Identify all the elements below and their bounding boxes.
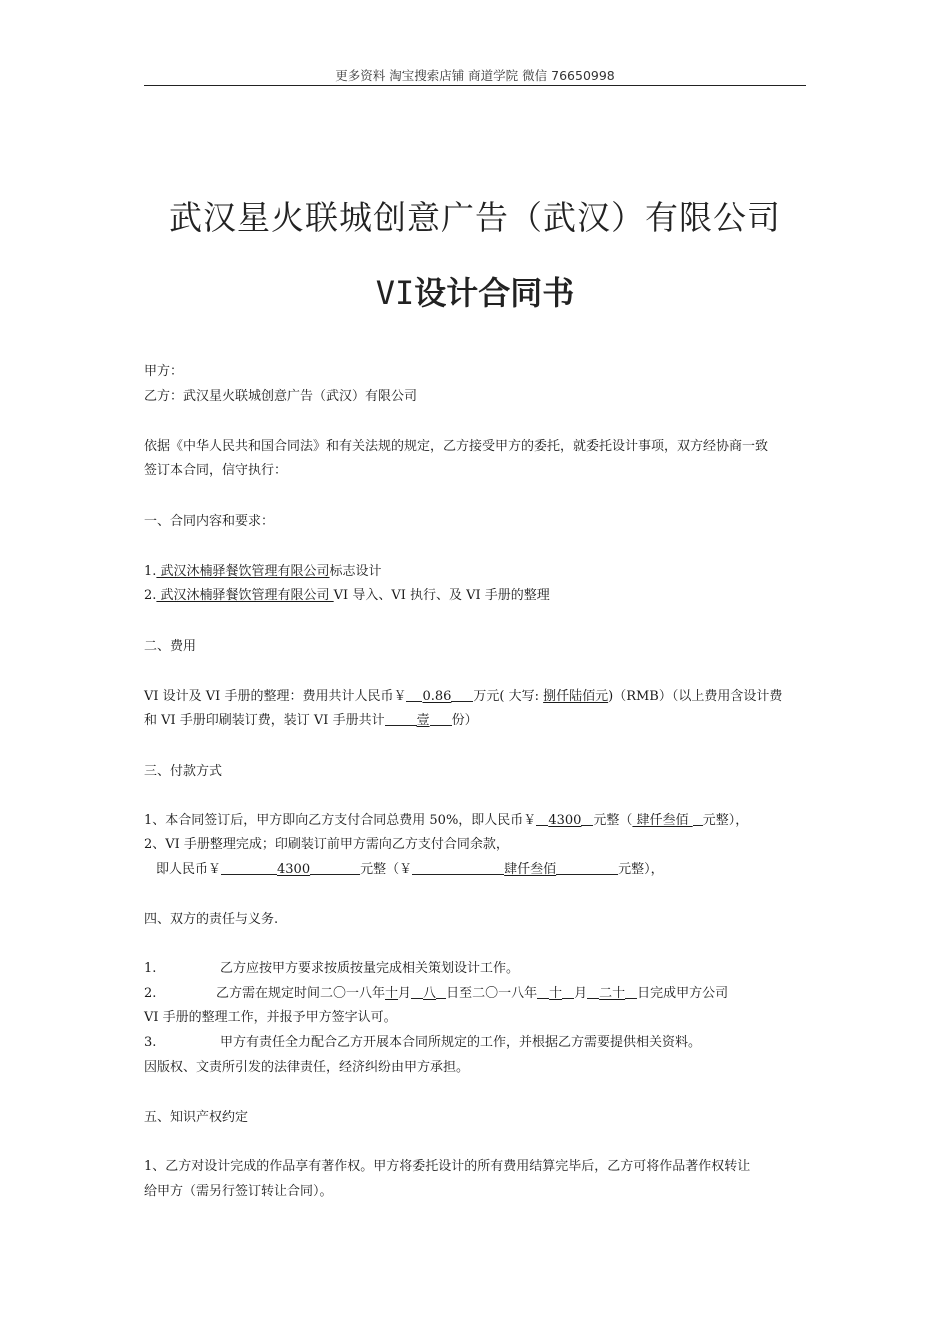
fee-line-2 (144, 709, 808, 733)
start-month: 十 (385, 986, 399, 1001)
blank-line (310, 860, 360, 875)
payment-text: 1、本合同签订后，甲方即向乙方支付合同总费用 50%，即人民币￥ (144, 813, 537, 828)
item-number: 3. (144, 1035, 157, 1050)
start-day: 八 (423, 986, 437, 1001)
client-company: 武汉沐楠驿餐饮管理有限公司 (156, 588, 334, 603)
section1-heading: 一、合同内容和要求： (144, 514, 275, 529)
company-title: 武汉星火联城创意广告（武汉）有限公司 (169, 198, 781, 237)
fee-line-1 (144, 685, 808, 709)
item-number: 1. (144, 564, 157, 579)
fee-text: 份） (451, 713, 478, 728)
liability-note: 因版权、文责所引发的法律责任，经济纠纷由甲方承担。 (144, 1060, 470, 1075)
duty-text: 乙方应按甲方要求按质按量完成相关策划设计工作。 (220, 961, 520, 976)
blank-line (385, 711, 417, 726)
end-month: 十 (549, 986, 563, 1001)
section1-item-1 (144, 560, 808, 584)
duty-item-2-cont: VI 手册的整理工作，并报予甲方签字认可。 (144, 1010, 397, 1025)
payment-text: 元整）， (702, 813, 749, 828)
payment-text: 元整（￥ (360, 862, 413, 877)
payment-text: 元整）， (618, 862, 664, 877)
client-company: 武汉沐楠驿餐饮管理有限公司 (156, 564, 330, 579)
item-number: 1. (144, 961, 157, 976)
item-text: VI 导入、VI 执行、及 VI 手册的整理 (333, 588, 550, 603)
payment-amount: 4300 (548, 813, 582, 828)
duty-text: 乙方需在规定时间二〇一八年 (216, 986, 386, 1001)
fee-text: 万元( 大写: (473, 689, 544, 704)
blank-line (587, 984, 599, 999)
blank-line (562, 984, 574, 999)
contract-title-name: 设计合同书 (414, 274, 575, 312)
duty-text: 月 (574, 986, 588, 1001)
blank-line (556, 860, 618, 875)
duty-item-3 (144, 1031, 808, 1055)
payment-upper-amount: 肆仟叁佰 (504, 862, 557, 877)
section2-heading: 二、费用 (144, 639, 197, 654)
duty-text: 日至二〇一八年 (446, 986, 538, 1001)
blank-line (693, 811, 703, 826)
fee-amount: 0.86 (422, 689, 452, 704)
ip-line-1: 1、乙方对设计完成的作品享有著作权。甲方将委托设计的所有费用结算完毕后，乙方可将作品著作权转让 (144, 1159, 751, 1174)
page-header: 更多资料 淘宝搜索店铺 商道学院 微信 76650998 (335, 68, 615, 83)
header-rule (144, 85, 806, 86)
item-number: 2. (144, 588, 157, 603)
section5-heading: 五、知识产权约定 (144, 1110, 249, 1125)
ip-line-2: 给甲方（需另行签订转让合同）。 (144, 1184, 333, 1199)
blank-line (411, 984, 423, 999)
fee-text: )（RMB）（以上费用含设计费 (608, 689, 783, 704)
party-a: 甲方： (144, 364, 184, 379)
fee-text: 和 VI 手册印刷装订费，装订 VI 手册共计 (144, 713, 385, 728)
blank-line (436, 984, 446, 999)
section3-heading: 三、付款方式 (144, 764, 223, 779)
blank-line (406, 687, 422, 702)
end-day: 二十 (599, 986, 626, 1001)
blank-line (581, 811, 593, 826)
payment-line-3 (156, 858, 820, 882)
payment-line-2: 2、VI 手册整理完成；印刷装订前甲方需向乙方支付合同余款， (144, 837, 509, 852)
blank-line (451, 687, 473, 702)
section1-item-2 (144, 584, 808, 608)
contract-title (0, 268, 950, 314)
duty-text: 甲方有责任全力配合乙方开展本合同所规定的工作，并根据乙方需要提供相关资料。 (220, 1035, 702, 1050)
item-text: 标志设计 (329, 564, 382, 579)
duty-text: 月 (398, 986, 412, 1001)
blank-line (412, 860, 504, 875)
blank-line (537, 984, 549, 999)
duty-text: 日完成甲方公司 (637, 986, 729, 1001)
item-number: 2. (144, 986, 157, 1001)
section4-heading: 四、双方的责任与义务. (144, 912, 279, 927)
payment-text: 元整（ (593, 813, 633, 828)
payment-upper-amount: 肆仟叁佰 (632, 813, 693, 828)
payment-text: 即人民币￥ (156, 862, 222, 877)
contract-title-prefix: VI (375, 274, 415, 312)
fee-upper-amount: 捌仟陆佰元 (543, 689, 609, 704)
intro-line-2: 签订本合同，信守执行： (144, 463, 288, 478)
blank-line (625, 984, 637, 999)
payment-amount: 4300 (277, 862, 311, 877)
fee-copies: 壹 (416, 713, 430, 728)
blank-line (536, 811, 548, 826)
duty-item-1 (144, 957, 808, 981)
fee-text: VI 设计及 VI 手册的整理：费用共计人民币￥ (144, 689, 407, 704)
blank-line (221, 860, 277, 875)
party-b: 乙方：武汉星火联城创意广告（武汉）有限公司 (144, 389, 418, 404)
intro-line-1: 依据《中华人民共和国合同法》和有关法规的规定，乙方接受甲方的委托，就委托设计事项，双方经协商一致 (144, 439, 769, 454)
payment-line-1 (144, 809, 808, 833)
blank-line (430, 711, 452, 726)
duty-item-2 (144, 982, 808, 1006)
